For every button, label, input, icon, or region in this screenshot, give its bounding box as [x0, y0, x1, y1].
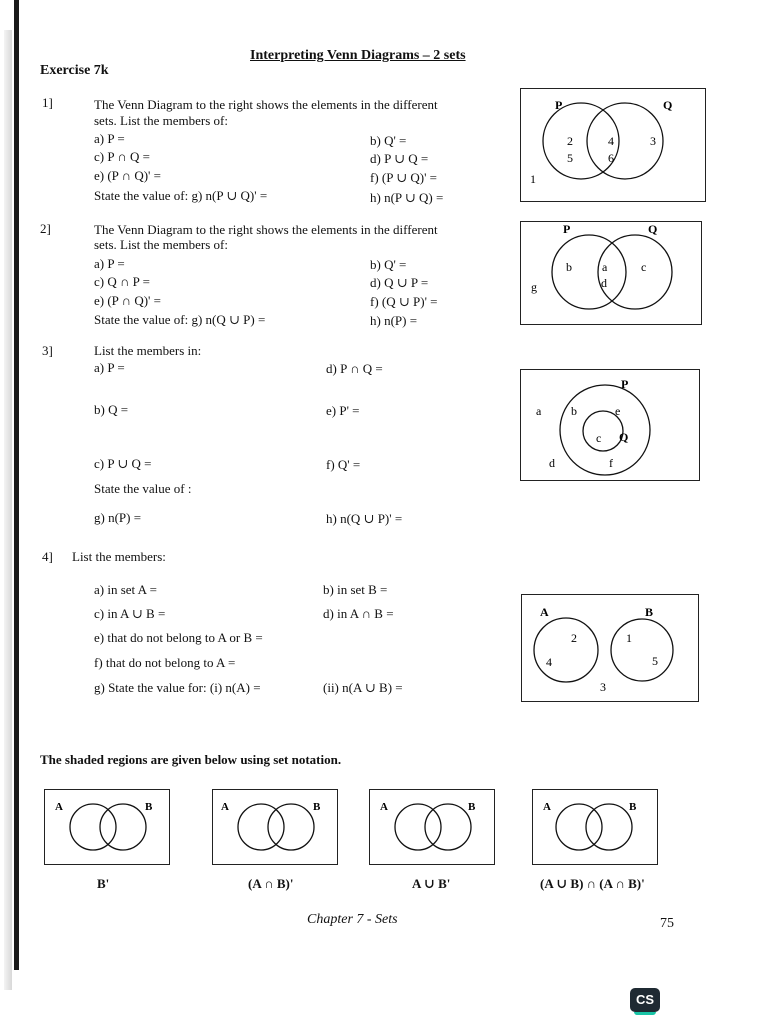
q3-part-a: a) P = — [94, 360, 125, 375]
question-2-intro: The Venn Diagram to the right shows the elements in the different — [94, 222, 438, 237]
page-number: 75 — [660, 916, 674, 931]
element: 4 — [546, 655, 552, 669]
set-label-p: P — [555, 98, 563, 112]
circle-b — [611, 619, 673, 681]
q4-part-b: b) in set B = — [323, 582, 388, 597]
element: 6 — [608, 151, 614, 165]
set-label-b: B — [313, 801, 321, 813]
question-4-intro: List the members: — [72, 549, 166, 564]
shaded-diagram-1 — [44, 789, 170, 865]
element: b — [566, 260, 572, 274]
element: a — [536, 404, 542, 418]
q1-part-g: State the value of: g) n(P ∪ Q)' = — [94, 188, 268, 203]
set-label-q: Q — [619, 430, 629, 444]
venn-diagram-1 — [520, 88, 706, 202]
set-label-a: A — [540, 605, 549, 619]
element: f — [609, 456, 613, 470]
element: 1 — [530, 172, 536, 186]
set-label-q: Q — [648, 222, 658, 236]
element: c — [641, 260, 647, 274]
circle-a — [556, 804, 602, 850]
element: 2 — [567, 134, 573, 148]
element: d — [549, 456, 555, 470]
q2-part-a: a) P = — [94, 256, 125, 271]
q4-part-g: g) State the value for: (i) n(A) = — [94, 680, 261, 695]
shaded-diagram-2 — [212, 789, 338, 865]
exercise-heading: Exercise 7k — [40, 63, 109, 78]
q1-part-f: f) (P ∪ Q)' = — [370, 170, 438, 185]
shaded-diagram-3 — [369, 789, 495, 865]
circle-a — [70, 804, 116, 850]
circle-b — [586, 804, 632, 850]
set-label-b: B — [145, 801, 153, 813]
q1-part-d: d) P ∪ Q = — [370, 151, 429, 166]
set-label-b: B — [645, 605, 654, 619]
element: 2 — [571, 631, 577, 645]
element: d — [601, 276, 607, 290]
q2-part-e: e) (P ∩ Q)' = — [94, 293, 161, 308]
q2-part-c: c) Q ∩ P = — [94, 274, 150, 289]
element: 3 — [650, 134, 656, 148]
venn-diagram-2 — [520, 221, 702, 325]
q2-part-f: f) (Q ∪ P)' = — [370, 294, 438, 309]
q2-part-b: b) Q' = — [370, 257, 407, 272]
question-2-number: 2] — [40, 221, 51, 236]
circle-p — [552, 235, 626, 309]
circle-a — [238, 804, 284, 850]
circle-a — [534, 618, 598, 682]
shaded-diagram-4 — [532, 789, 658, 865]
element: g — [531, 280, 537, 294]
question-3-number: 3] — [42, 343, 53, 358]
circle-b — [100, 804, 146, 850]
shaded-regions-heading: The shaded regions are given below using set notation. — [40, 752, 342, 767]
q1-part-h: h) n(P ∪ Q) = — [370, 190, 444, 205]
element: 4 — [608, 134, 614, 148]
set-label-b: B — [629, 801, 637, 813]
q4-part-f: f) that do not belong to A = — [94, 655, 236, 670]
page-title: Interpreting Venn Diagrams – 2 sets — [250, 48, 466, 63]
q3-part-d: d) P ∩ Q = — [326, 361, 383, 376]
set-label-a: A — [55, 801, 63, 813]
q3-part-f: f) Q' = — [326, 457, 361, 472]
q1-part-c: c) P ∩ Q = — [94, 149, 150, 164]
element: c — [596, 431, 602, 445]
q1-part-b: b) Q' = — [370, 133, 407, 148]
q4-part-g-ii: (ii) n(A ∪ B) = — [323, 680, 403, 695]
question-3-intro: List the members in: — [94, 343, 202, 358]
q3-part-b: b) Q = — [94, 402, 129, 417]
q4-part-d: d) in A ∩ B = — [323, 606, 394, 621]
question-1-number: 1] — [42, 95, 53, 110]
q4-part-c: c) in A ∪ B = — [94, 606, 166, 621]
element: a — [602, 260, 608, 274]
element: 1 — [626, 631, 632, 645]
q2-part-g: State the value of: g) n(Q ∪ P) = — [94, 312, 266, 327]
set-label-a: A — [380, 801, 388, 813]
shaded-caption-1: B' — [97, 876, 110, 891]
q3-part-e: e) P' = — [326, 403, 360, 418]
q1-part-a: a) P = — [94, 131, 125, 146]
element: b — [571, 404, 577, 418]
q3-part-c: c) P ∪ Q = — [94, 456, 152, 471]
set-label-a: A — [543, 801, 551, 813]
element: 3 — [600, 680, 606, 694]
set-label-q: Q — [663, 98, 673, 112]
circle-b — [425, 804, 471, 850]
q4-part-e: e) that do not belong to A or B = — [94, 630, 263, 645]
camscanner-logo-badge: CS — [630, 988, 660, 1012]
shaded-caption-2: (A ∩ B)' — [248, 876, 294, 891]
question-1-intro: The Venn Diagram to the right shows the elements in the different — [94, 97, 438, 112]
element: 5 — [652, 654, 658, 668]
set-label-b: B — [468, 801, 476, 813]
set-label-p: P — [563, 222, 571, 236]
q2-part-d: d) Q ∪ P = — [370, 275, 429, 290]
q4-part-a: a) in set A = — [94, 582, 157, 597]
shaded-caption-4: (A ∪ B) ∩ (A ∩ B)' — [540, 876, 645, 891]
circle-a — [395, 804, 441, 850]
q3-part-h: h) n(Q ∪ P)' = — [326, 511, 403, 526]
venn-diagram-3 — [520, 369, 700, 481]
set-label-p: P — [621, 377, 629, 391]
circle-p — [560, 385, 650, 475]
shaded-caption-3: A ∪ B' — [412, 876, 451, 891]
binding-edge — [14, 0, 19, 970]
q3-state-value: State the value of : — [94, 481, 192, 496]
chapter-footer: Chapter 7 - Sets — [307, 912, 398, 927]
venn-diagram-4 — [521, 594, 699, 702]
question-2-intro-2: sets. List the members of: — [94, 237, 228, 252]
set-label-a: A — [221, 801, 229, 813]
q2-part-h: h) n(P) = — [370, 313, 418, 328]
q3-part-g: g) n(P) = — [94, 510, 142, 525]
element: e — [615, 404, 621, 418]
question-1-intro-2: sets. List the members of: — [94, 113, 228, 128]
element: 5 — [567, 151, 573, 165]
circle-b — [268, 804, 314, 850]
page-shadow — [4, 30, 12, 990]
question-4-number: 4] — [42, 549, 53, 564]
q1-part-e: e) (P ∩ Q)' = — [94, 168, 161, 183]
circle-q — [598, 235, 672, 309]
